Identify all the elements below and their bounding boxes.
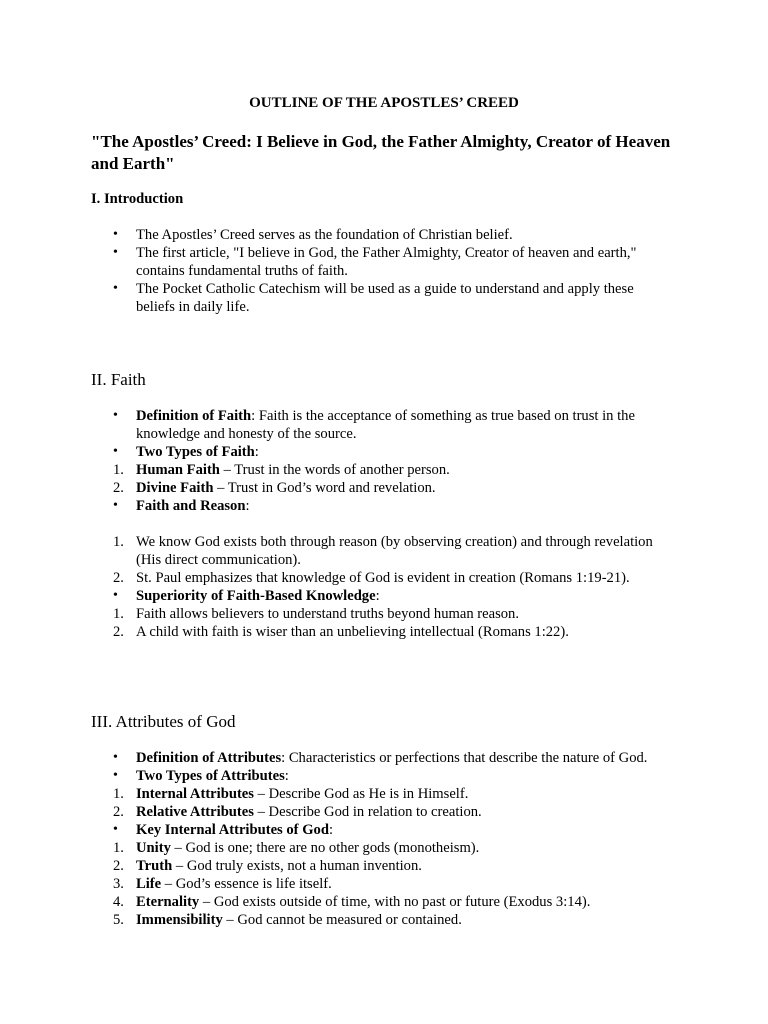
- list-item: • Definition of Attributes: Characteristics or perfections that describe the nature of God.: [91, 749, 671, 767]
- list-item: 1. Human Faith – Trust in the words of another person.: [113, 462, 450, 478]
- document-subtitle: "The Apostles’ Creed: I Believe in God, the Father Almighty, Creator of Heaven and Earth": [91, 132, 671, 173]
- faith-list: [91, 407, 671, 641]
- list-item: 2. A child with faith is wiser than an unbelieving intellectual (Romans 1:22).: [113, 624, 569, 640]
- list-item: 3. Life – God’s essence is life itself.: [113, 876, 332, 892]
- list-item: • Two Types of Faith: 1. Human Faith – Trust in the words of another person. 2. Divine Faith – Trust in God’s word and revelation.: [91, 443, 671, 497]
- list-item: • The Apostles’ Creed serves as the foundation of Christian belief.: [91, 226, 671, 244]
- term: Definition of Faith: [136, 408, 252, 424]
- term: Definition of Attributes: [136, 750, 282, 766]
- attributes-list: [91, 749, 671, 929]
- list-item: • Two Types of Attributes: 1. Internal Attributes – Describe God as He is in Himself. 2. Relative Attributes – Describe God in relation to creation.: [91, 767, 671, 821]
- term: Two Types of Attributes: [136, 768, 285, 784]
- introduction-list: [91, 226, 671, 316]
- section-heading-faith: II. Faith: [91, 370, 146, 389]
- list-item: • The Pocket Catholic Catechism will be used as a guide to understand and apply these beliefs in daily life.: [91, 280, 671, 316]
- term: Two Types of Faith: [136, 444, 255, 460]
- section-heading-attributes: III. Attributes of God: [91, 712, 236, 731]
- term: Faith and Reason: [136, 498, 246, 514]
- list-item: 1. Faith allows believers to understand truths beyond human reason.: [113, 606, 520, 622]
- term: Superiority of Faith-Based Knowledge: [136, 588, 376, 604]
- list-item: • Key Internal Attributes of God: 1. Unity – God is one; there are no other gods (monotheism). 2. Truth – God truly exists, not a human invention. 3. Life – God’s essence is life itself. 4. Eternality – God exists outside of time, with no past or future (Exodus 3:14). 5. Immensibility – God cannot be measured or contained.: [91, 821, 671, 929]
- list-item: • Superiority of Faith-Based Knowledge: 1. Faith allows believers to understand truths beyond human reason. 2. A child with faith is wiser than an unbelieving intellectual (Romans 1:22).: [91, 587, 671, 641]
- list-item: 2. Truth – God truly exists, not a human invention.: [113, 858, 422, 874]
- section-heading-introduction: I. Introduction: [91, 191, 184, 207]
- list-item: 1. Internal Attributes – Describe God as He is in Himself.: [113, 786, 469, 802]
- attribute-types-list: [91, 785, 671, 821]
- list-item: • Definition of Faith: Faith is the acceptance of something as true based on trust in the knowledge and honesty of the source.: [91, 407, 671, 443]
- list-item: • Faith and Reason: 1. We know God exists both through reason (by observing creation) and through revelation (His direct communication). 2. St. Paul emphasizes that knowledge of God is evident in creation (Romans 1:19-21).: [91, 497, 671, 587]
- faith-types-list: [91, 461, 671, 497]
- list-item: 2. Divine Faith – Trust in God’s word and revelation.: [113, 480, 436, 496]
- faith-superiority-list: [91, 605, 671, 641]
- list-item: 4. Eternality – God exists outside of time, with no past or future (Exodus 3:14).: [113, 894, 591, 910]
- list-item: 1. Unity – God is one; there are no other gods (monotheism).: [113, 840, 480, 856]
- list-item: 5. Immensibility – God cannot be measured or contained.: [113, 912, 462, 928]
- list-item: 1. We know God exists both through reason (by observing creation) and through revelation (His direct communication).: [113, 534, 653, 568]
- internal-attributes-list: [91, 839, 671, 929]
- document-title: OUTLINE OF THE APOSTLES’ CREED: [249, 95, 519, 111]
- term: Key Internal Attributes of God: [136, 822, 329, 838]
- list-item: 2. Relative Attributes – Describe God in relation to creation.: [113, 804, 482, 820]
- faith-reason-list: [91, 533, 671, 587]
- list-item: 2. St. Paul emphasizes that knowledge of God is evident in creation (Romans 1:19-21).: [113, 570, 630, 586]
- list-item: • The first article, "I believe in God, the Father Almighty, Creator of heaven and earth," contains fundamental truths of faith.: [91, 244, 671, 280]
